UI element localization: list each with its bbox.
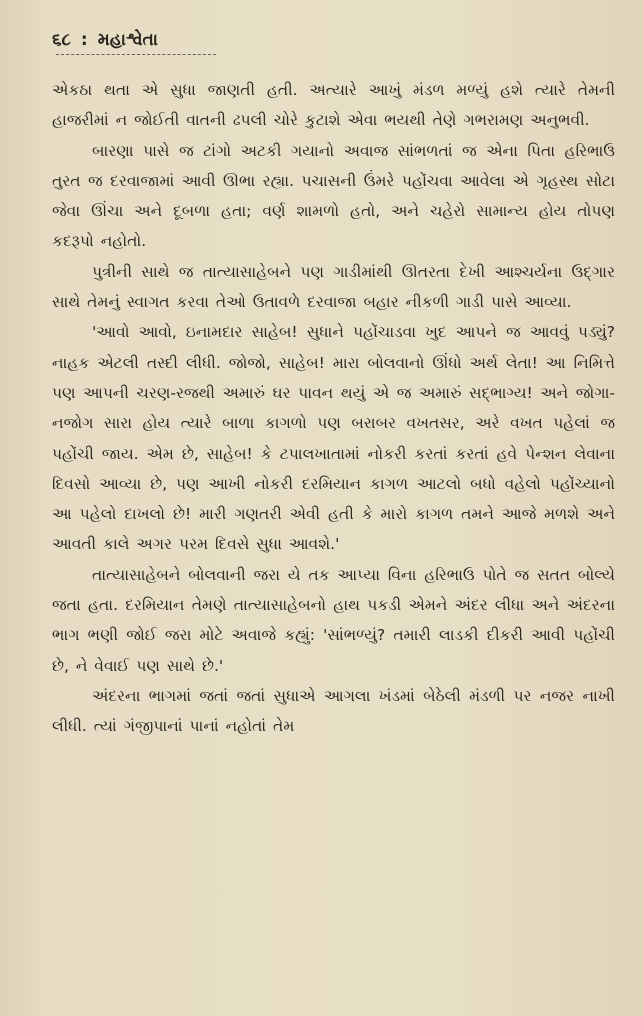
body-text bbox=[52, 75, 615, 742]
paragraph: તાત્યાસાહેબને બોલવાની જરા યે તક આપ્યા વિના હરિભાઉ પોતે જ સતત બોલ્યે જતા હતા. દરમિયાન તેમણે તાત્યાસાહેબનો હાથ પકડી એમને અંદર લીધા અને અંદરના ભાગ ભણી જોઈ જરા મોટે અવાજે કહ્યું: 'સાંભળ્યું? તમારી લાડકી દીકરી આવી પહોંચી છે, ને વેવાઈ પણ સાથે છે.' bbox=[52, 565, 615, 675]
page-number: ૬૮ bbox=[52, 30, 71, 50]
paragraph: 'આવો આવો, ઇનામદાર સાહેબ! સુધાને પહોંચાડવા ખુદ આપને જ આવવું પડ્યું? નાહક એટલી તસ્દી લીધી. જોજો, સાહેબ! મારા બોલવાનો ઊંધો અર્થ લેતા! આ નિમિત્તે પણ આપની ચરણ-રજથી અમારું ઘર પાવન થયું એ જ અમારું સદ્ભાગ્ય! અને જોગા-નજોગ સારા હોય ત્યારે બાળા કાગળો પણ બરાબર વખતસર, અરે વખત પહેલાં જ પહોંચી જાય. એમ છે, સાહેબ! કે ટપાલખાતામાં નોકરી કરતાં કરતાં હવે પેન્શન લેવાના દિવસો આવ્યા છે, પણ આખી નોકરી દરમિયાન કાગળ આટલો બધો વહેલો પહોંચ્યાનો આ પહેલો દાખલો છે! મારી ગણતરી એવી હતી કે મારો કાગળ તમને આજે મળશે અને આવતી કાલે અગર પરમ દિવસે સુધા આવશે.' bbox=[52, 323, 615, 554]
paragraph: એકઠા થતા એ સુધા જાણતી હતી. અત્યારે આખું મંડળ મળ્યું હશે ત્યારે તેમની હાજરીમાં ન જોઈતી વાતની ઢપલી ચોરે કુટાશે એવા ભયથી તેણે ગભરામણ અનુભવી. bbox=[52, 81, 615, 130]
header-rule bbox=[56, 54, 216, 55]
book-title: મહાશ્વેતા bbox=[97, 30, 158, 50]
paragraph: પુત્રીની સાથે જ તાત્યાસાહેબને પણ ગાડીમાંથી ઊતરતા દેખી આશ્ચર્યના ઉદ્ગાર સાથે તેમનું સ્વાગત કરવા તેઓ ઉતાવળે દરવાજા બહાર નીકળી ગાડી પાસે આવ્યા. bbox=[52, 262, 615, 312]
header-separator: : bbox=[80, 30, 88, 50]
paragraph: બારણા પાસે જ ટાંગો અટકી ગયાનો અવાજ સાંભળતાં જ એના પિતા હરિભાઉ તુરત જ દરવાજામાં આવી ઊભા રહ્યા. પચાસની ઉંમરે પહોંચવા આવેલા એ ગૃહસ્થ સોટા જેવા ઊંચા અને દૂબળા હતા; વર્ણ શામળો હતો, અને ચહેરો સામાન્ય હોય તોપણ કદરૂપો નહોતો. bbox=[52, 141, 615, 251]
running-head bbox=[52, 30, 615, 50]
paragraph: અંદરના ભાગમાં જતાં જતાં સુધાએ આગલા ખંડમાં બેઠેલી મંડળી પર નજર નાખી લીધી. ત્યાં ગંજીપાનાં પાનાં નહોતાં તેમ bbox=[52, 686, 615, 736]
